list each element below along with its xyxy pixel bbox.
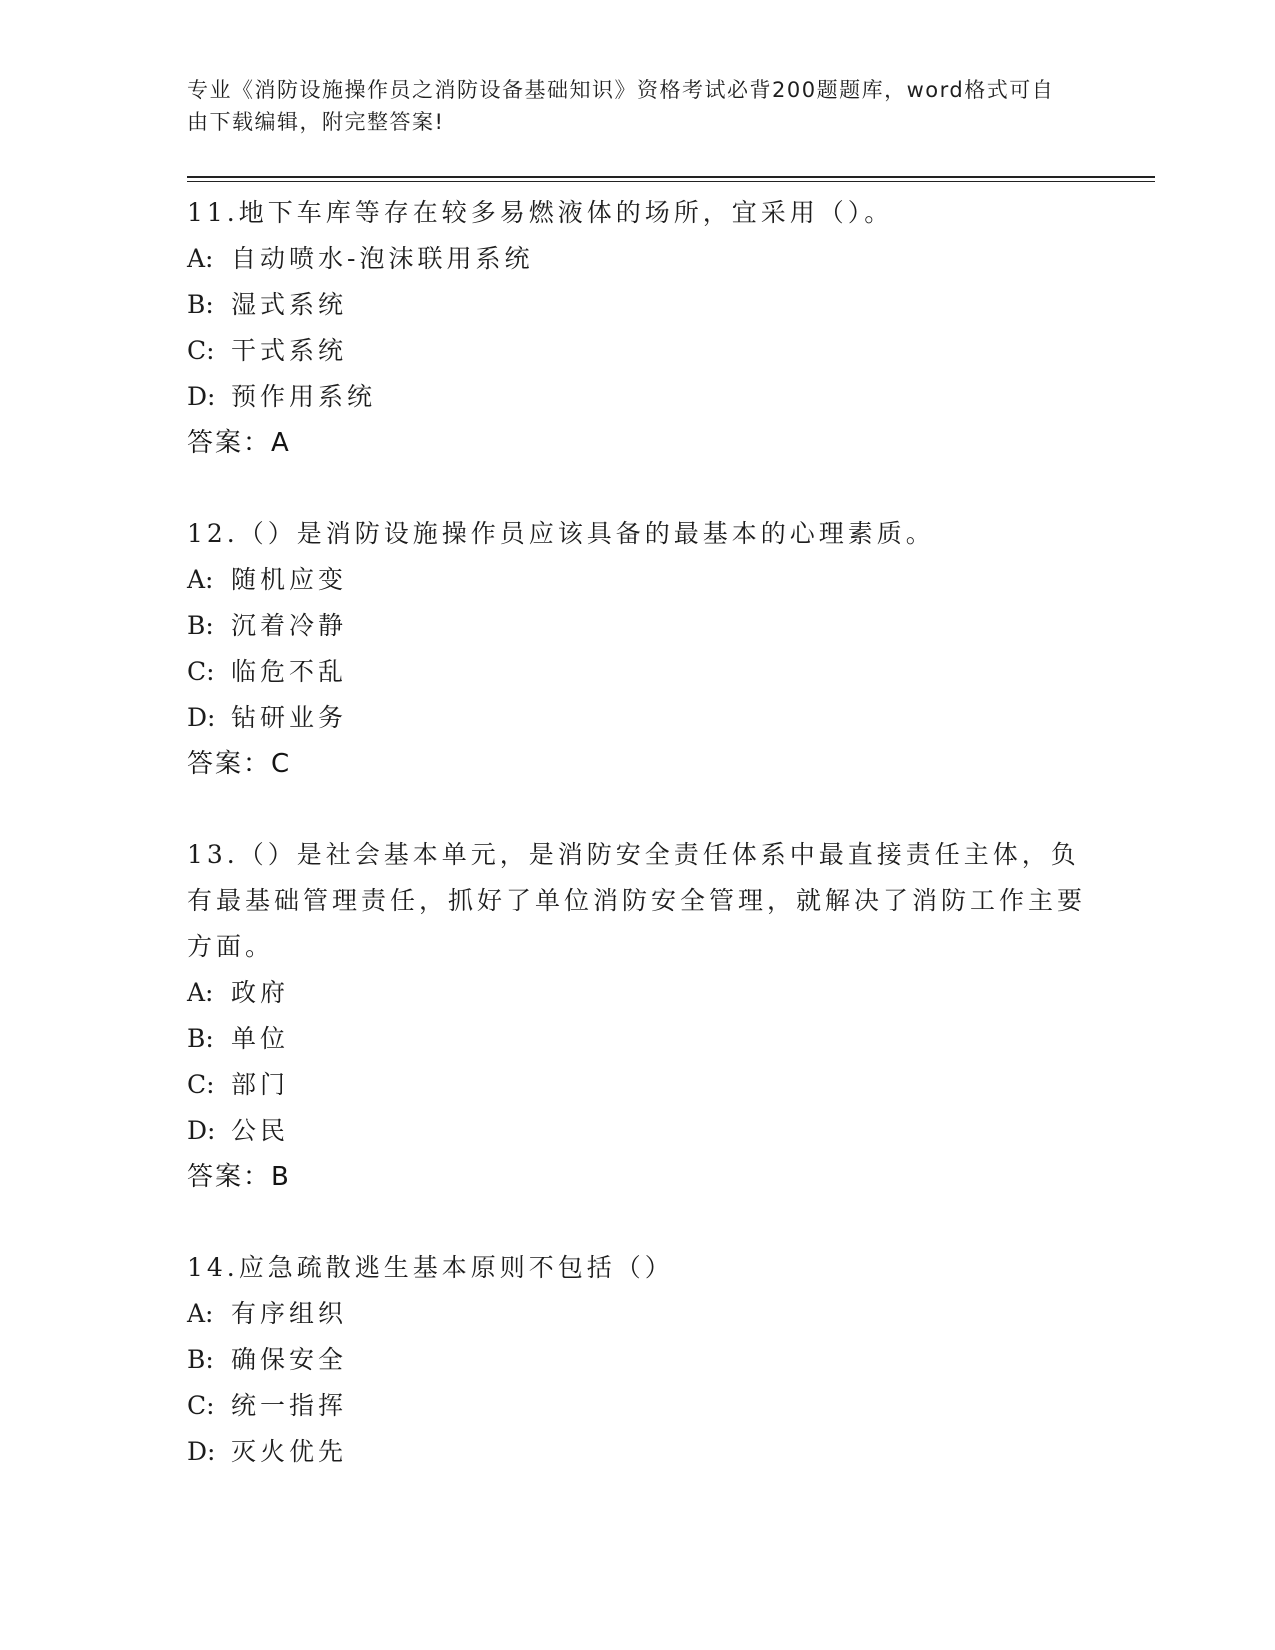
option-c bbox=[187, 1383, 1087, 1429]
option-d bbox=[187, 1108, 1087, 1154]
option-b bbox=[187, 1016, 1087, 1062]
option-letter: A: bbox=[187, 244, 214, 273]
question-list bbox=[187, 190, 1087, 1520]
option-letter: B: bbox=[187, 611, 214, 640]
option-letter: D: bbox=[187, 1116, 216, 1145]
option-c bbox=[187, 328, 1087, 374]
question-11 bbox=[187, 190, 1087, 466]
option-text: 公民 bbox=[231, 1116, 290, 1145]
question-13 bbox=[187, 832, 1087, 1200]
option-letter: C: bbox=[187, 1070, 215, 1099]
option-text: 沉着冷静 bbox=[231, 611, 348, 640]
option-b bbox=[187, 282, 1087, 328]
header-divider-top bbox=[187, 176, 1155, 178]
option-text: 确保安全 bbox=[231, 1345, 348, 1374]
option-text: 自动喷水-泡沫联用系统 bbox=[231, 244, 534, 273]
answer-key: 答案：C bbox=[187, 749, 292, 779]
option-letter: C: bbox=[187, 336, 215, 365]
option-text: 单位 bbox=[231, 1024, 290, 1053]
option-d bbox=[187, 374, 1087, 420]
option-letter: C: bbox=[187, 657, 215, 686]
option-text: 部门 bbox=[231, 1070, 290, 1099]
question-stem: 13.（）是社会基本单元，是消防安全责任体系中最直接责任主体，负有最基础管理责任，抓好了单位消防安全管理，就解决了消防工作主要方面。 bbox=[187, 840, 1087, 961]
answer-key: 答案：A bbox=[187, 428, 291, 458]
question-12 bbox=[187, 511, 1087, 787]
option-a bbox=[187, 557, 1087, 603]
option-letter: B: bbox=[187, 290, 214, 319]
question-stem: 11.地下车库等存在较多易燃液体的场所，宜采用（）。 bbox=[187, 198, 894, 227]
question-stem: 14.应急疏散逃生基本原则不包括（） bbox=[187, 1253, 674, 1282]
option-text: 灭火优先 bbox=[231, 1437, 348, 1466]
answer-key: 答案：B bbox=[187, 1162, 291, 1192]
option-letter: C: bbox=[187, 1391, 215, 1420]
option-letter: D: bbox=[187, 1437, 216, 1466]
option-letter: A: bbox=[187, 1299, 214, 1328]
option-letter: B: bbox=[187, 1345, 214, 1374]
option-b bbox=[187, 1337, 1087, 1383]
option-a bbox=[187, 1291, 1087, 1337]
question-stem: 12.（）是消防设施操作员应该具备的最基本的心理素质。 bbox=[187, 519, 935, 548]
option-a bbox=[187, 236, 1087, 282]
option-letter: B: bbox=[187, 1024, 214, 1053]
option-d bbox=[187, 695, 1087, 741]
document-header-title: 专业《消防设施操作员之消防设备基础知识》资格考试必背200题题库，word格式可自由下载编辑，附完整答案! bbox=[187, 78, 1055, 134]
option-b bbox=[187, 603, 1087, 649]
option-text: 湿式系统 bbox=[231, 290, 348, 319]
option-c bbox=[187, 649, 1087, 695]
option-letter: D: bbox=[187, 703, 216, 732]
option-letter: A: bbox=[187, 978, 214, 1007]
option-text: 随机应变 bbox=[231, 565, 348, 594]
option-letter: A: bbox=[187, 565, 214, 594]
option-text: 干式系统 bbox=[231, 336, 348, 365]
option-text: 统一指挥 bbox=[231, 1391, 348, 1420]
option-text: 政府 bbox=[231, 978, 290, 1007]
option-letter: D: bbox=[187, 382, 216, 411]
question-14 bbox=[187, 1245, 1087, 1475]
option-d bbox=[187, 1429, 1087, 1475]
option-a bbox=[187, 970, 1087, 1016]
option-c bbox=[187, 1062, 1087, 1108]
header-divider-bottom bbox=[187, 181, 1155, 182]
option-text: 临危不乱 bbox=[231, 657, 348, 686]
option-text: 钻研业务 bbox=[231, 703, 348, 732]
option-text: 有序组织 bbox=[231, 1299, 348, 1328]
option-text: 预作用系统 bbox=[231, 382, 377, 411]
